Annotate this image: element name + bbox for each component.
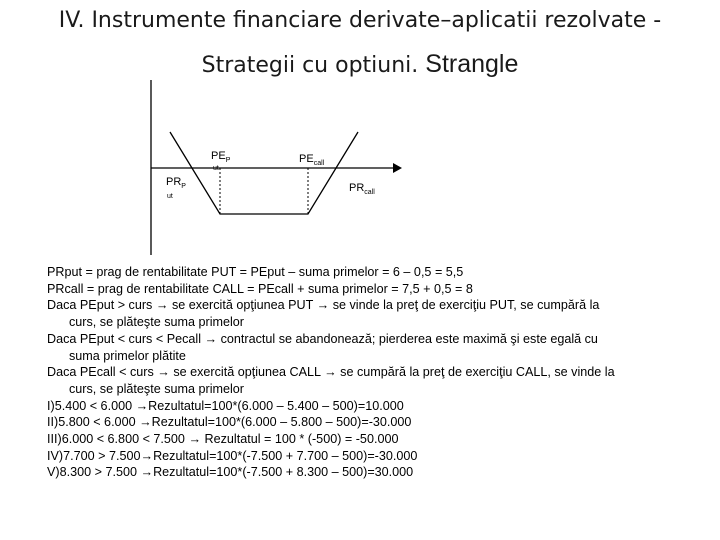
result-line: III)6.000 < 6.800 < 7.500 → Rezultatul = 100 * (-500) = -50.000 (47, 432, 399, 447)
result-line: IV)7.700 > 7.500→Rezultatul=100*(-7.500 + 7.700 – 500)=-30.000 (47, 448, 418, 463)
text-line: Daca PEput < curs < Pecall → contractul se abandonează; pierderea este maximă şi este egală cu (47, 331, 598, 346)
result-line: II)5.800 < 6.000 →Rezultatul=100*(6.000 – 5.800 – 500)=-30.000 (47, 415, 412, 430)
pe-call-label: $PE_{call}$ (299, 153, 325, 167)
text-line: suma primelor plătite (69, 348, 186, 363)
pr-put-label: $PR_P$ (166, 176, 186, 190)
result-line: V)8.300 > 7.500 →Rezultatul=100*(-7.500 + 8.300 – 500)=30.000 (47, 465, 414, 480)
pr-call-label: $PR_{call}$ (349, 182, 375, 196)
payoff-line (170, 132, 358, 214)
text-line: curs, se plăteşte suma primelor (69, 381, 244, 396)
slide-title-line1: IV. Instrumente financiare derivate–aplicatii rezolvate - (58, 8, 662, 33)
text-line: Daca PEcall < curs → se exercită opţiunea CALL → se cumpără la preţ de exerciţiu CALL, se vinde la (47, 365, 615, 380)
x-axis-arrow (393, 163, 402, 173)
text-line: curs, se plăteşte suma primelor (69, 315, 244, 330)
text-line: Daca PEput > curs → se exercită opţiunea PUT → se vinde la preţ de exerciţiu PUT, se cumpără la (47, 298, 600, 313)
text-line: PRput = prag de rentabilitate PUT = PEput – suma primelor = 6 – 0,5 = 5,5 (47, 265, 464, 279)
title-strategy: Strangle (425, 50, 519, 78)
pe-put-label: $PE_P$ (211, 150, 231, 164)
text-line: PRcall = prag de rentabilitate CALL = PEcall + suma primelor = 7,5 + 0,5 = 8 (47, 281, 473, 296)
title-text: Strategii cu optiuni. (201, 53, 419, 78)
result-line: I)5.400 < 6.000 →Rezultatul=100*(6.000 – 5.400 – 500)=10.000 (47, 398, 404, 413)
pe-put-label-sub: ut (213, 165, 219, 172)
pr-put-label-sub: ut (167, 193, 173, 200)
explanation-text (47, 264, 712, 481)
